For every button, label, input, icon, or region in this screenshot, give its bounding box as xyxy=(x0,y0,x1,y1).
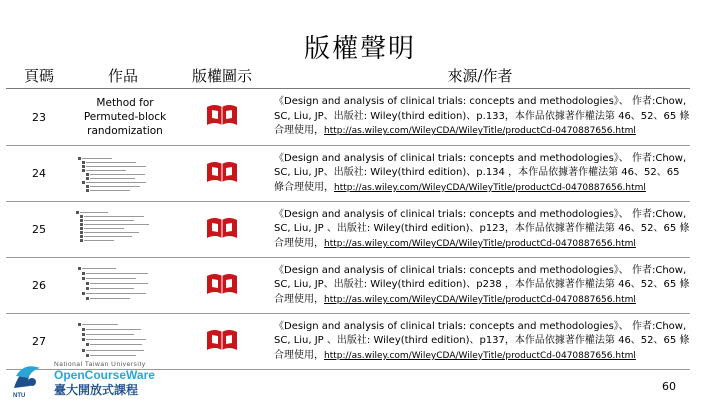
table-row xyxy=(6,202,690,258)
source-link[interactable]: http://as.wiley.com/WileyCDA/WileyTitle/productCd-0470887656.html xyxy=(324,350,636,361)
page-cell: 23 xyxy=(6,89,72,146)
work-cell xyxy=(72,258,174,314)
page-cell: 24 xyxy=(6,146,72,202)
ntu-ocw-logo xyxy=(10,358,210,398)
page-cell: 25 xyxy=(6,202,72,258)
red-book-icon xyxy=(205,102,239,128)
work-cell xyxy=(72,146,174,202)
source-text: 《Design and analysis of clinical trials: concepts and methodologies》、 作者:Chow, SC, Liu, JP 、出版社: Wiley(third edition)、p123，本作品依據著作權法第 46、52、65 條合理使用， xyxy=(274,208,690,249)
header-work: 作品 xyxy=(72,62,174,89)
source-cell xyxy=(270,202,690,258)
red-book-icon xyxy=(205,159,239,185)
source-cell xyxy=(270,89,690,146)
source-link[interactable]: http://as.wiley.com/WileyCDA/WileyTitle/productCd-0470887656.html xyxy=(324,294,636,305)
source-cell xyxy=(270,258,690,314)
page-title: 版權聲明 xyxy=(303,34,416,64)
source-text: 《Design and analysis of clinical trials: concepts and methodologies》、 作者:Chow, SC, Liu, JP 、出版社: Wiley(third edition)、p137，本作品依據著作權法第 46、52、65 條合理使用， xyxy=(274,320,690,361)
source-link[interactable]: http://as.wiley.com/WileyCDA/WileyTitle/productCd-0470887656.html xyxy=(334,182,646,193)
source-text: 《Design and analysis of clinical trials: concepts and methodologies》、 作者:Chow, SC, Liu, JP、出版社: Wiley(third edition)、p.133，本作品依據著作權法第 46、52、65 條合理使用， xyxy=(274,96,690,137)
page-number: 60 xyxy=(662,380,676,393)
logo-ntu: NTU xyxy=(13,393,26,398)
source-cell xyxy=(270,146,690,202)
red-book-icon xyxy=(205,271,239,297)
table-header-row xyxy=(6,62,690,89)
text-thumbnail xyxy=(76,320,160,364)
header-source: 來源/作者 xyxy=(270,62,690,89)
red-book-icon xyxy=(205,327,239,353)
source-cell xyxy=(270,314,690,370)
work-cell xyxy=(72,202,174,258)
source-link[interactable]: http://as.wiley.com/WileyCDA/WileyTitle/productCd-0470887656.html xyxy=(324,238,636,249)
copyright-table xyxy=(6,62,690,370)
text-thumbnail xyxy=(76,264,160,308)
work-title: Method for Permuted-block randomization xyxy=(83,97,167,137)
table-row xyxy=(6,146,690,202)
text-thumbnail xyxy=(76,152,160,196)
ntu-emblem-icon xyxy=(14,366,40,388)
work-cell xyxy=(72,89,174,146)
page-cell: 27 xyxy=(6,314,72,370)
logo-university: National Taiwan University xyxy=(54,361,146,368)
table-row xyxy=(6,89,690,146)
icon-cell xyxy=(174,89,270,146)
source-link[interactable]: http://as.wiley.com/WileyCDA/WileyTitle/productCd-0470887656.html xyxy=(324,126,636,137)
table-row xyxy=(6,258,690,314)
header-copyright-icon: 版權圖示 xyxy=(174,62,270,89)
source-text: 《Design and analysis of clinical trials: concepts and methodologies》、 作者:Chow, SC, Liu, JP、出版社: Wiley(third edition)、p238 ，本作品依據著作權法第 46、52、65 條合理使用， xyxy=(274,264,690,305)
logo-chinese: 臺大開放式課程 xyxy=(54,383,139,397)
icon-cell xyxy=(174,202,270,258)
source-text: 《Design and analysis of clinical trials: concepts and methodologies》、 作者:Chow, SC, Liu, JP、出版社: Wiley(third edition)、p.134 ，本作品依據著作權法第 46、52、65 條合理使用， xyxy=(274,152,687,193)
text-thumbnail xyxy=(76,208,160,252)
logo-brand: OpenCourseWare xyxy=(54,368,155,382)
page-cell: 26 xyxy=(6,258,72,314)
header-page: 頁碼 xyxy=(6,62,72,89)
icon-cell xyxy=(174,258,270,314)
red-book-icon xyxy=(205,215,239,241)
icon-cell xyxy=(174,146,270,202)
